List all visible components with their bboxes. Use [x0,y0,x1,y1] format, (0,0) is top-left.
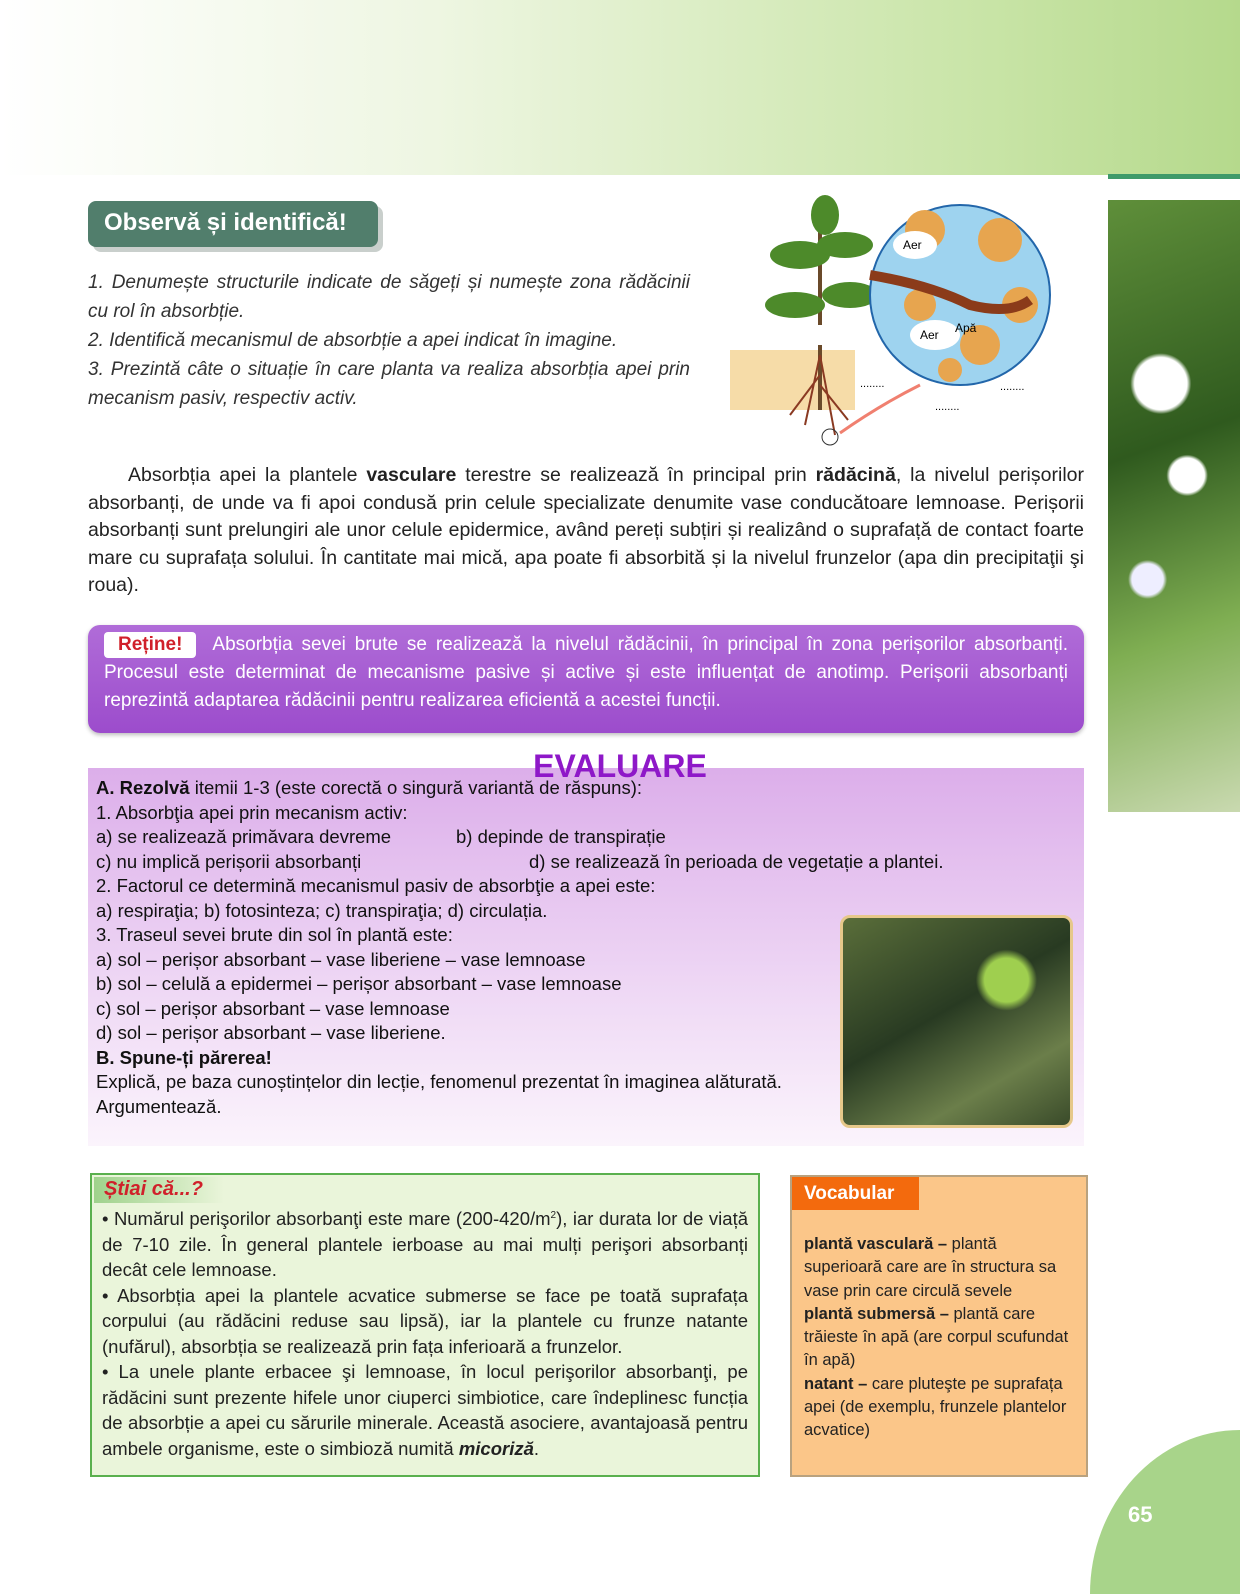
option: c) nu implică perișorii absorbanți [96,850,362,872]
remember-text: Absorbția sevei brute se realizează la nivelul rădăcinii, în principal în zona perișorilor absorbanți. Procesul este determinat de mecanisme pasive și active și este influențat de anotimp. Perișorii absorbanți reprezintă adaptarea rădăcinii pentru realizarea eficientă a acestei funcții. [104,634,1068,711]
option: a) sol – perișor absorbant – vase liberiene – vase lemnoase [96,948,586,970]
term: natant – [804,1374,868,1393]
option: b) depinde de transpirație [456,826,666,847]
section-b-text: Argumentează. [96,1095,222,1117]
root-absorption-diagram [730,195,1065,450]
did-you-know-title: Știai că...? [94,1177,224,1203]
option: b) sol – celulă a epidermei – perișor absorbant – vase lemnoase [96,973,622,994]
vocabulary-title: Vocabular [792,1177,919,1210]
question: 1. Denumește structurile indicate de săgeți și numește zona rădăcinii cu rol în absorbție. [88,272,690,322]
term: plantă submersă – [804,1304,949,1323]
blank-label: ........ [860,378,885,390]
label-aer: Aer [903,238,922,252]
evaluation-title: EVALUARE [533,748,707,784]
remember-box [88,625,1084,733]
section-b-text: Explică, pe baza cunoștințelor din lecție, fenomenul prezentat în imaginea alăturată. [96,1071,782,1092]
observe-heading: Observă și identifică! [88,201,378,247]
observe-questions [88,268,690,413]
fact [102,1203,748,1283]
superscript: 2 [550,1210,557,1221]
definition: plantă care trăieste în apă (are corpul scufundat în apă) [804,1304,1069,1370]
divider [1108,174,1240,179]
section-b-title: B. Spune-ți părerea! [96,1046,272,1068]
text: terestre se realizează în principal prin [456,464,816,486]
bold-term: vasculare [366,464,457,486]
text: , la nivelul perișorilor absorbanți, de unde va fi apoi condusă prin celule specializate denumite vase conducătoare lemnoase. Perișorii absorbanți sunt prelungiri ale unor celule epidermice, având pereți subțiri și realizând o suprafață de contact foarte mare cu suprafața solului. În cantitate mai mică, apa poate fi absorbită și la nivelul frunzelor (apa din precipitaţii şi roua). [88,464,1084,596]
section-a-label: A. Rezolvă [96,777,190,798]
dripping-branch-photo [840,915,1073,1128]
option: a) se realizează primăvara devreme [96,826,392,847]
question: 2. Identifică mecanismul de absorbție a apei indicat în imagine. [88,330,618,351]
term: plantă vasculară – [804,1235,948,1253]
option: d) sol – perișor absorbant – vase liberiene. [96,1022,446,1043]
option: c) sol – perișor absorbant – vase lemnoase [96,997,450,1019]
question: 3. Prezintă câte o situație în care planta va realiza absorbția apei prin mecanism pasiv, respectiv activ. [88,359,690,409]
did-you-know-box [90,1173,760,1477]
header-banner [0,0,1240,175]
definition: care pluteşte pe suprafața apei (de exemplu, frunzele plantelor acvatice) [804,1374,1067,1440]
blank-label: ........ [1000,381,1025,393]
text: Absorbția apei la plantele [128,464,367,486]
options: a) respiraţia; b) fotosinteza; c) transpiraţia; d) circulația. [96,899,548,921]
definition: plantă superioară care are în structura sa vase prin care circulă sevele [804,1235,1057,1300]
fact: • Absorbția apei la plantele acvatice submerse se face pe toată suprafața corpului (au rădăcini reduse sau lipsă), iar la plantele cu frunze natante (nufărul), absorbția se realizează prin fața inferioară a frunzelor. [102,1284,748,1357]
bold-term: rădăcină [815,464,896,486]
text: • La unele plante erbacee şi lemnoase, în locul perişorilor absorbanţi, pe rădăcini sunt prezente hifele unor ciuperci simbiotice, care îndeplinesc funcția de absorbție a apei cu sărurile minerale. Această asociere, avantajoasă pentru ambele organisme, este o simbioză numită [102,1361,748,1459]
text: • Numărul perişorilor absorbanţi este mare (200-420/m [102,1208,551,1230]
question-1: 1. Absorbţia apei prin mecanism activ: [96,801,408,823]
text: ), iar durata lor de viață de 7-10 zile. În general plantele ierboase au mai mulți perişori absorbanți decât cele lemnoase. [102,1208,748,1281]
page-corner [1090,1430,1240,1594]
fact [102,1359,748,1461]
vocab-entry [804,1233,1076,1303]
vocab-entry [804,1303,1076,1373]
vocabulary-box [790,1175,1088,1477]
vocab-entry [804,1373,1076,1443]
question-3: 3. Traseul sevei brute din sol în plantă este: [96,924,453,945]
question-2: 2. Factorul ce determină mecanismul pasiv de absorbţie a apei este: [96,875,656,896]
page-number: 65 [1128,1502,1153,1527]
bold-term: micoriză [458,1437,534,1459]
instructions: itemii 1-3 (este corectă o singură variantă de răspuns): [189,777,642,798]
option: d) se realizează în perioada de vegetație a plantei. [529,850,944,872]
flower-photo [1108,200,1240,812]
remember-tag: Reține! [104,632,196,658]
lesson-paragraph [88,462,1084,600]
label-apa: Apă [955,321,977,335]
blank-label: ........ [935,401,960,413]
text: . [533,1437,540,1459]
label-aer: Aer [920,328,939,342]
